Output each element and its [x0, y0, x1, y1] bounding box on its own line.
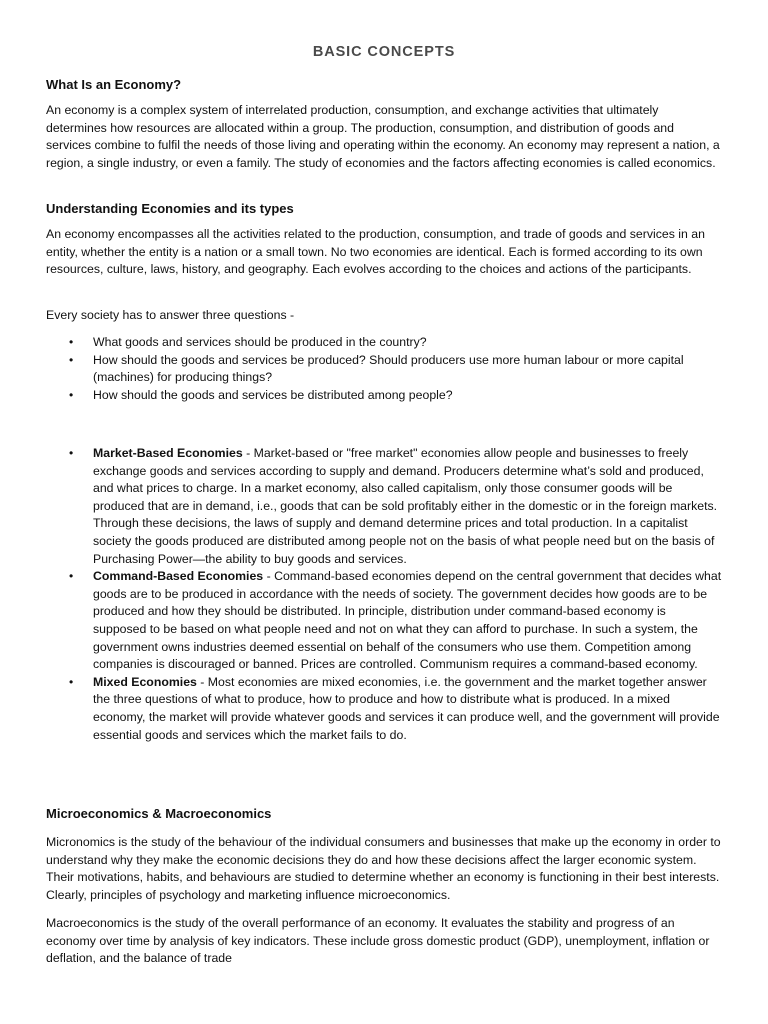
bullet-icon: • [69, 446, 74, 460]
bullet-icon: • [69, 569, 74, 584]
questions-list [46, 334, 722, 404]
section-heading-micro-macro: Microeconomics & Macroeconomics [46, 806, 272, 821]
definition-command-based: - Command-based economies depend on the central government that decides what goods are to be produced in accordance with the needs of society. The government decides how goods are to be produced and how they should be distributed. In principle, distribution under command-based economy is supposed to be based on what people need and not on what they can afford to purchase. In such a system, the government owns industries deemed essential on behalf of the consumers who use them. Competition among companies is discouraged or banned. Prices are controlled. Communism requires a command-based economy. [93, 569, 722, 672]
list-item [46, 674, 722, 744]
list-item [46, 352, 722, 387]
page-title: BASIC CONCEPTS [312, 44, 456, 60]
definition-market-based: - Market-based or "free market" economies allow people and businesses to freely exchange goods and services according to supply and demand. Producers determine what’s sold and produced, and what prices to charge. In a market economy, also called capitalism, only those consumer goods will be produced that are in demand, i.e., goods that can be sold profitably either in the domestic or in the foreign markets. Through these decisions, the laws of supply and demand determine prices and total production. In a capitalist society the goods produced are distributed among people not on the basis of what people need but on the basis of Purchasing Power—the ability to buy goods and services. [93, 446, 718, 566]
bullet-icon: • [69, 335, 74, 349]
definition-mixed: - Most economies are mixed economies, i.e. the government and the market together answer the three questions of what to produce, how to produce and how to distribute what is produced. In a mixed economy, the market will provide whatever goods and services it can produce well, and the government will provide essential goods and services which the market fails to do. [93, 674, 720, 742]
list-item [46, 568, 722, 674]
paragraph-economy-definition: An economy is a complex system of interrelated production, consumption, and exchange activities that ultimately determines how resources are allocated within a group. The production, consumption, and distribution of goods and services combine to fulfil the needs of those living and operating within the economy. An economy may represent a nation, a region, a single industry, or even a family. The study of economies and the factors affecting economies is called economics. [46, 103, 720, 170]
list-item [46, 334, 722, 352]
paragraph-questions-intro: Every society has to answer three questions - [46, 308, 295, 322]
term-command-based: Command-Based Economies [93, 569, 264, 584]
bullet-icon: • [69, 352, 74, 367]
bullet-icon: • [69, 674, 74, 689]
term-market-based: Market-Based Economies [93, 446, 243, 460]
list-item [46, 387, 722, 405]
bullet-icon: • [69, 387, 74, 402]
question-text: How should the goods and services be produced? Should producers use more human labour or more capital (machines) for producing things? [93, 352, 684, 385]
section-heading-understanding-economies: Understanding Economies and its types [46, 201, 294, 216]
term-mixed: Mixed Economies [93, 674, 197, 689]
question-text: How should the goods and services be distributed among people? [93, 387, 453, 402]
paragraph-macroeconomics: Macroeconomics is the study of the overall performance of an economy. It evaluates the stability and progress of an economy over time by analysis of key indicators. These include gross domestic product (GDP), unemployment, inflation or deflation, and the balance of trade [46, 916, 710, 966]
paragraph-microeconomics: Micronomics is the study of the behaviour of the individual consumers and businesses that make up the economy in order to understand why they make the economic decisions they do and how these decisions affect the larger economic system. Their motivations, habits, and behaviours are studied to determine whether an economy is functioning in their best interests. Clearly, principles of psychology and marketing influence microeconomics. [46, 835, 721, 902]
economy-types-list [46, 445, 722, 744]
question-text: What goods and services should be produced in the country? [93, 335, 427, 349]
paragraph-economy-encompasses: An economy encompasses all the activities related to the production, consumption, and trade of goods and services in an entity, whether the entity is a nation or a small town. No two economies are identical. Each is formed according to its own resources, culture, laws, history, and geography. Each evolves according to the choices and actions of the participants. [46, 227, 705, 277]
list-item [46, 445, 722, 568]
section-heading-what-is-economy: What Is an Economy? [46, 77, 182, 92]
